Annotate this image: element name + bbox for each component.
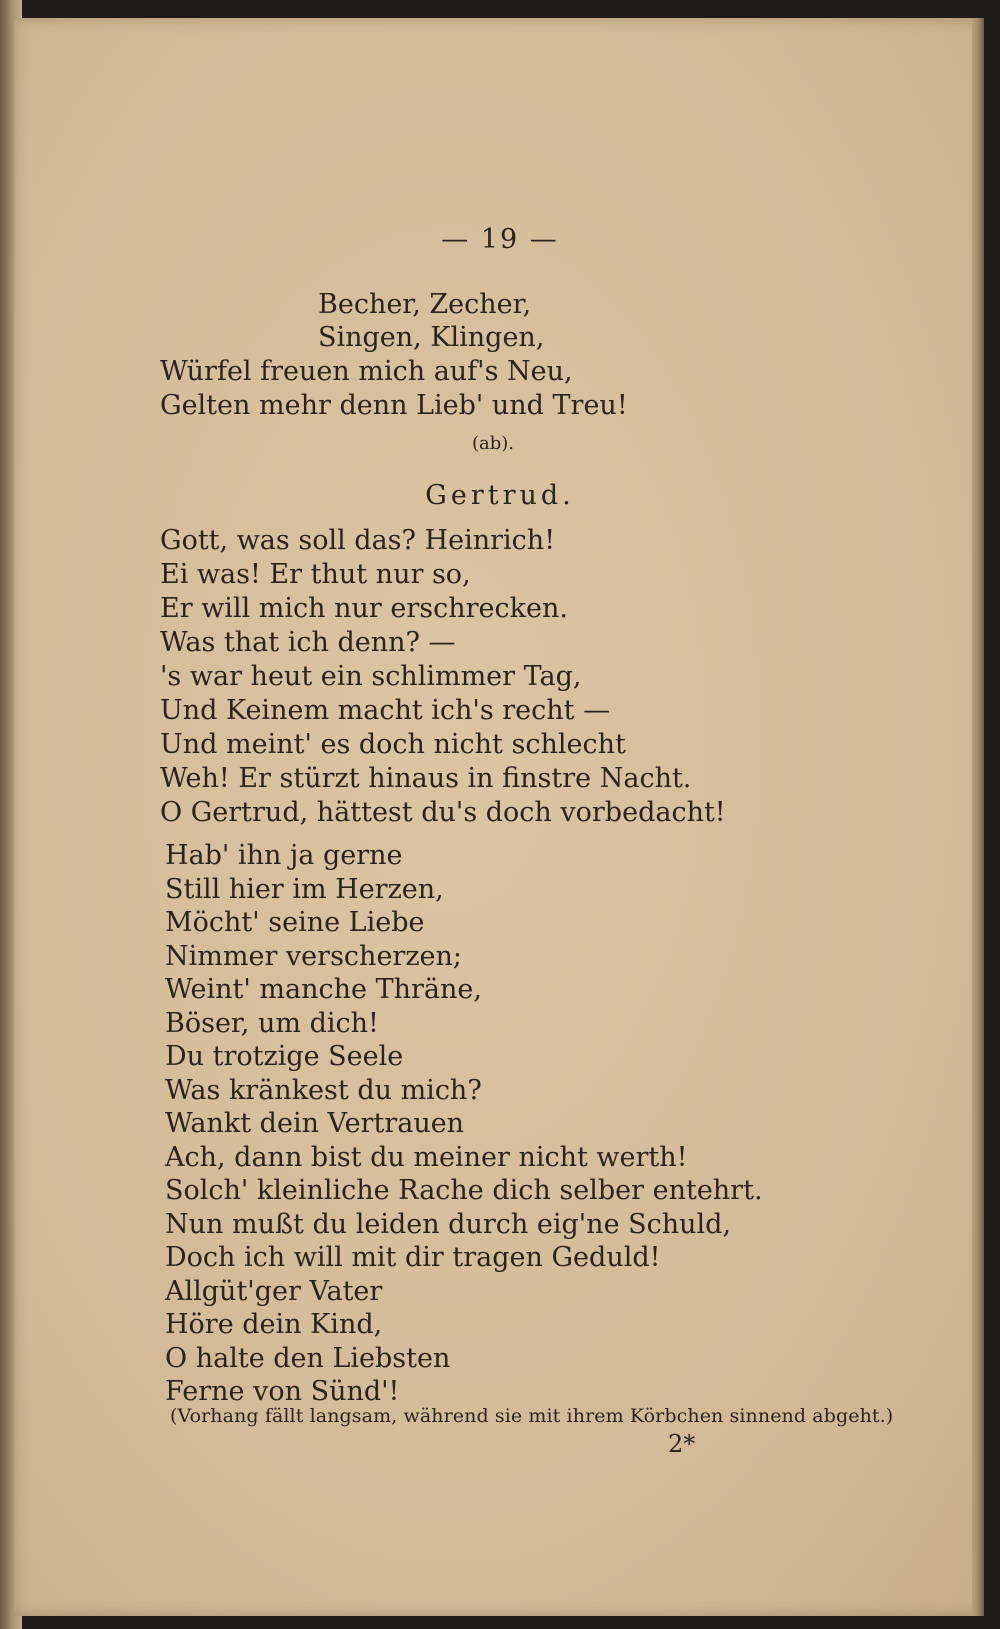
verse-line: Wankt dein Vertrauen [165,1108,465,1139]
verse-line: Höre dein Kind, [165,1309,383,1340]
verse-line: Würfel freuen mich auf's Neu, [160,356,573,387]
verse-line: Und Keinem macht ich's recht — [160,695,611,726]
verse-line: Ach, dann bist du meiner nicht werth! [165,1142,688,1173]
speaker-name: Gertrud. [425,480,575,511]
verse-line: Ei was! Er thut nur so, [160,559,471,590]
verse-line: Ferne von Sünd'! [165,1376,400,1407]
verse-line: Gelten mehr denn Lieb' und Treu! [160,390,628,421]
verse-line: Solch' kleinliche Rache dich selber entehrt. [165,1175,763,1206]
verse-line: Weh! Er stürzt hinaus in finstre Nacht. [160,763,692,794]
verse-line: O Gertrud, hättest du's doch vorbedacht! [160,797,726,828]
verse-line: Weint' manche Thräne, [165,974,482,1005]
verse-line: Still hier im Herzen, [165,874,444,905]
verse-line: Becher, Zecher, [318,289,532,320]
page-number: — 19 — [441,224,559,255]
verse-line: 's war heut ein schlimmer Tag, [160,661,582,692]
verse-line: Nun mußt du leiden durch eig'ne Schuld, [165,1209,732,1240]
verse-line: Singen, Klingen, [318,322,545,353]
verse-line: Er will mich nur erschrecken. [160,593,568,624]
page-stack-edge [972,18,984,1616]
verse-line: Möcht' seine Liebe [165,907,425,938]
verse-line: Gott, was soll das? Heinrich! [160,525,556,556]
verse-line: Was that ich denn? — [160,627,456,658]
stage-exit: (ab). [472,433,515,454]
verse-line: Du trotzige Seele [165,1041,404,1072]
verse-line: Was kränkest du mich? [165,1075,482,1106]
verse-line: Und meint' es doch nicht schlecht [160,729,626,760]
verse-line: O halte den Liebsten [165,1343,451,1374]
verse-line: Hab' ihn ja gerne [165,840,403,871]
verse-line: Nimmer verscherzen; [165,941,463,972]
verse-line: Allgüt'ger Vater [165,1276,383,1307]
stage-direction: (Vorhang fällt langsam, während sie mit ihrem Körbchen sinnend abgeht.) [170,1405,894,1427]
verse-line: Böser, um dich! [165,1008,379,1039]
signature-mark: 2* [668,1430,696,1458]
verse-line: Doch ich will mit dir tragen Geduld! [165,1242,661,1273]
